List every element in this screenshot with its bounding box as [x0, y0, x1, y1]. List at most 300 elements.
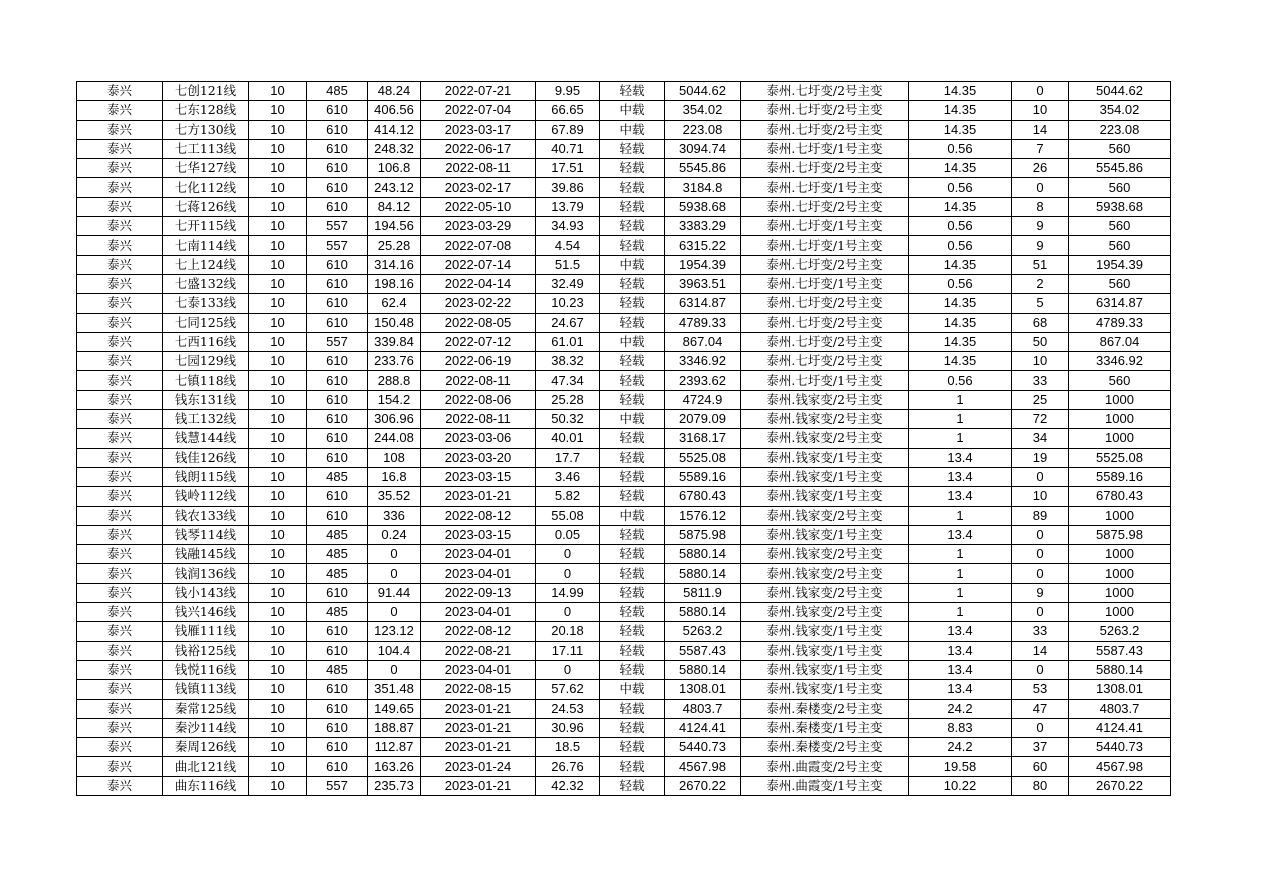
cell-county: 泰兴 — [77, 429, 163, 448]
cell-available-capacity: 223.08 — [665, 120, 741, 139]
cell-transformer: 泰州.七圩变/2号主变 — [741, 120, 909, 139]
table-row — [77, 429, 1171, 448]
cell-county: 泰兴 — [77, 699, 163, 718]
cell-rated-current: 610 — [307, 410, 368, 429]
cell-date: 2023-04-01 — [421, 564, 536, 583]
cell-date: 2022-07-14 — [421, 255, 536, 274]
cell-load-rate: 0 — [536, 603, 600, 622]
cell-transformer: 泰州.曲霞变/2号主变 — [741, 757, 909, 776]
cell-voltage: 10 — [249, 603, 307, 622]
table-row — [77, 159, 1171, 178]
cell-date: 2023-01-21 — [421, 699, 536, 718]
cell-max-current: 163.26 — [368, 757, 421, 776]
cell-county: 泰兴 — [77, 603, 163, 622]
cell-capacity-value: 560 — [1069, 139, 1171, 158]
cell-line-name: 七开115线 — [163, 217, 249, 236]
cell-line-name: 七方130线 — [163, 120, 249, 139]
cell-load-rate: 40.71 — [536, 139, 600, 158]
cell-load-rate: 50.32 — [536, 410, 600, 429]
cell-county: 泰兴 — [77, 120, 163, 139]
cell-voltage: 10 — [249, 294, 307, 313]
cell-available-capacity: 6314.87 — [665, 294, 741, 313]
cell-voltage: 10 — [249, 487, 307, 506]
cell-county: 泰兴 — [77, 583, 163, 602]
cell-transformer: 泰州.钱家变/1号主变 — [741, 525, 909, 544]
cell-date: 2023-01-21 — [421, 487, 536, 506]
table-row — [77, 352, 1171, 371]
cell-available-capacity: 5880.14 — [665, 564, 741, 583]
cell-user-count: 9 — [1012, 236, 1069, 255]
cell-transformer: 泰州.七圩变/1号主变 — [741, 178, 909, 197]
cell-transformer-capacity: 13.4 — [909, 660, 1012, 679]
table-body — [77, 82, 1171, 796]
cell-line-name: 钱琴114线 — [163, 525, 249, 544]
cell-max-current: 306.96 — [368, 410, 421, 429]
cell-county: 泰兴 — [77, 197, 163, 216]
table-row — [77, 718, 1171, 737]
cell-voltage: 10 — [249, 467, 307, 486]
cell-load-status: 轻载 — [600, 313, 665, 332]
cell-load-rate: 0 — [536, 564, 600, 583]
cell-line-name: 曲北121线 — [163, 757, 249, 776]
cell-transformer: 泰州.七圩变/1号主变 — [741, 217, 909, 236]
cell-max-current: 104.4 — [368, 641, 421, 660]
cell-capacity-value: 5587.43 — [1069, 641, 1171, 660]
cell-voltage: 10 — [249, 410, 307, 429]
cell-max-current: 248.32 — [368, 139, 421, 158]
cell-user-count: 7 — [1012, 139, 1069, 158]
cell-date: 2022-07-04 — [421, 101, 536, 120]
cell-voltage: 10 — [249, 178, 307, 197]
cell-max-current: 414.12 — [368, 120, 421, 139]
table-row — [77, 603, 1171, 622]
table-row — [77, 738, 1171, 757]
cell-transformer-capacity: 14.35 — [909, 294, 1012, 313]
cell-voltage: 10 — [249, 352, 307, 371]
cell-load-rate: 17.11 — [536, 641, 600, 660]
cell-date: 2023-02-17 — [421, 178, 536, 197]
cell-county: 泰兴 — [77, 178, 163, 197]
cell-available-capacity: 5589.16 — [665, 467, 741, 486]
cell-transformer-capacity: 14.35 — [909, 332, 1012, 351]
cell-rated-current: 610 — [307, 448, 368, 467]
cell-voltage: 10 — [249, 641, 307, 660]
table-row — [77, 487, 1171, 506]
cell-user-count: 60 — [1012, 757, 1069, 776]
cell-max-current: 35.52 — [368, 487, 421, 506]
cell-available-capacity: 6780.43 — [665, 487, 741, 506]
cell-load-rate: 34.93 — [536, 217, 600, 236]
cell-load-rate: 13.79 — [536, 197, 600, 216]
cell-load-rate: 38.32 — [536, 352, 600, 371]
cell-rated-current: 610 — [307, 120, 368, 139]
cell-user-count: 0 — [1012, 178, 1069, 197]
cell-county: 泰兴 — [77, 564, 163, 583]
cell-available-capacity: 3383.29 — [665, 217, 741, 236]
cell-user-count: 34 — [1012, 429, 1069, 448]
cell-capacity-value: 5880.14 — [1069, 660, 1171, 679]
cell-load-rate: 24.53 — [536, 699, 600, 718]
cell-county: 泰兴 — [77, 718, 163, 737]
table-row — [77, 448, 1171, 467]
cell-available-capacity: 1954.39 — [665, 255, 741, 274]
cell-user-count: 0 — [1012, 660, 1069, 679]
table-row — [77, 294, 1171, 313]
data-table — [76, 81, 1171, 796]
cell-county: 泰兴 — [77, 274, 163, 293]
cell-rated-current: 610 — [307, 101, 368, 120]
cell-transformer-capacity: 1 — [909, 564, 1012, 583]
cell-load-status: 轻载 — [600, 429, 665, 448]
cell-load-rate: 0.05 — [536, 525, 600, 544]
cell-date: 2022-08-11 — [421, 159, 536, 178]
cell-user-count: 0 — [1012, 467, 1069, 486]
cell-rated-current: 610 — [307, 313, 368, 332]
cell-load-status: 轻载 — [600, 622, 665, 641]
cell-user-count: 5 — [1012, 294, 1069, 313]
cell-transformer-capacity: 1 — [909, 583, 1012, 602]
cell-capacity-value: 867.04 — [1069, 332, 1171, 351]
cell-available-capacity: 5044.62 — [665, 82, 741, 101]
cell-capacity-value: 5938.68 — [1069, 197, 1171, 216]
table-row — [77, 641, 1171, 660]
cell-line-name: 秦常125线 — [163, 699, 249, 718]
cell-load-rate: 57.62 — [536, 680, 600, 699]
cell-transformer-capacity: 14.35 — [909, 255, 1012, 274]
cell-capacity-value: 5044.62 — [1069, 82, 1171, 101]
cell-transformer: 泰州.钱家变/2号主变 — [741, 583, 909, 602]
cell-transformer: 泰州.钱家变/1号主变 — [741, 487, 909, 506]
table-row — [77, 757, 1171, 776]
cell-date: 2022-09-13 — [421, 583, 536, 602]
cell-county: 泰兴 — [77, 757, 163, 776]
cell-date: 2022-08-11 — [421, 371, 536, 390]
cell-date: 2022-08-05 — [421, 313, 536, 332]
cell-capacity-value: 6780.43 — [1069, 487, 1171, 506]
cell-user-count: 33 — [1012, 622, 1069, 641]
table-row — [77, 564, 1171, 583]
cell-transformer-capacity: 0.56 — [909, 274, 1012, 293]
cell-transformer-capacity: 10.22 — [909, 776, 1012, 795]
cell-available-capacity: 4724.9 — [665, 390, 741, 409]
cell-transformer: 泰州.七圩变/2号主变 — [741, 197, 909, 216]
cell-voltage: 10 — [249, 699, 307, 718]
cell-available-capacity: 2670.22 — [665, 776, 741, 795]
cell-load-rate: 20.18 — [536, 622, 600, 641]
cell-load-status: 轻载 — [600, 487, 665, 506]
cell-voltage: 10 — [249, 120, 307, 139]
cell-rated-current: 610 — [307, 159, 368, 178]
cell-load-status: 轻载 — [600, 525, 665, 544]
cell-load-rate: 32.49 — [536, 274, 600, 293]
cell-voltage: 10 — [249, 622, 307, 641]
cell-capacity-value: 5440.73 — [1069, 738, 1171, 757]
cell-load-status: 轻载 — [600, 564, 665, 583]
cell-line-name: 钱镇113线 — [163, 680, 249, 699]
cell-load-status: 轻载 — [600, 699, 665, 718]
cell-rated-current: 485 — [307, 545, 368, 564]
cell-capacity-value: 560 — [1069, 371, 1171, 390]
cell-available-capacity: 6315.22 — [665, 236, 741, 255]
cell-capacity-value: 4803.7 — [1069, 699, 1171, 718]
cell-rated-current: 610 — [307, 371, 368, 390]
cell-max-current: 243.12 — [368, 178, 421, 197]
cell-user-count: 50 — [1012, 332, 1069, 351]
cell-user-count: 26 — [1012, 159, 1069, 178]
cell-transformer: 泰州.钱家变/2号主变 — [741, 603, 909, 622]
cell-county: 泰兴 — [77, 660, 163, 679]
cell-voltage: 10 — [249, 738, 307, 757]
cell-transformer-capacity: 13.4 — [909, 641, 1012, 660]
cell-line-name: 七创121线 — [163, 82, 249, 101]
cell-load-status: 轻载 — [600, 217, 665, 236]
cell-user-count: 10 — [1012, 101, 1069, 120]
table-row — [77, 390, 1171, 409]
cell-date: 2023-03-20 — [421, 448, 536, 467]
cell-max-current: 198.16 — [368, 274, 421, 293]
table-row — [77, 236, 1171, 255]
cell-load-rate: 47.34 — [536, 371, 600, 390]
cell-voltage: 10 — [249, 757, 307, 776]
cell-user-count: 9 — [1012, 217, 1069, 236]
cell-transformer-capacity: 13.4 — [909, 622, 1012, 641]
cell-load-status: 中载 — [600, 332, 665, 351]
cell-transformer-capacity: 8.83 — [909, 718, 1012, 737]
cell-rated-current: 610 — [307, 506, 368, 525]
cell-rated-current: 610 — [307, 680, 368, 699]
cell-transformer: 泰州.秦楼变/1号主变 — [741, 718, 909, 737]
cell-date: 2022-08-06 — [421, 390, 536, 409]
cell-date: 2023-01-21 — [421, 718, 536, 737]
table-row — [77, 178, 1171, 197]
cell-date: 2022-04-14 — [421, 274, 536, 293]
cell-capacity-value: 2670.22 — [1069, 776, 1171, 795]
cell-load-rate: 42.32 — [536, 776, 600, 795]
table-row — [77, 680, 1171, 699]
cell-user-count: 80 — [1012, 776, 1069, 795]
cell-voltage: 10 — [249, 525, 307, 544]
cell-transformer-capacity: 1 — [909, 410, 1012, 429]
cell-max-current: 244.08 — [368, 429, 421, 448]
cell-transformer-capacity: 1 — [909, 429, 1012, 448]
cell-available-capacity: 2393.62 — [665, 371, 741, 390]
cell-line-name: 七华127线 — [163, 159, 249, 178]
cell-transformer: 泰州.钱家变/1号主变 — [741, 448, 909, 467]
cell-date: 2022-08-12 — [421, 622, 536, 641]
cell-transformer: 泰州.七圩变/2号主变 — [741, 255, 909, 274]
cell-load-rate: 25.28 — [536, 390, 600, 409]
cell-rated-current: 610 — [307, 197, 368, 216]
cell-user-count: 10 — [1012, 352, 1069, 371]
cell-user-count: 10 — [1012, 487, 1069, 506]
cell-rated-current: 610 — [307, 139, 368, 158]
cell-max-current: 150.48 — [368, 313, 421, 332]
table-row — [77, 622, 1171, 641]
cell-available-capacity: 5880.14 — [665, 660, 741, 679]
cell-line-name: 七上124线 — [163, 255, 249, 274]
cell-max-current: 288.8 — [368, 371, 421, 390]
cell-date: 2022-08-21 — [421, 641, 536, 660]
cell-max-current: 233.76 — [368, 352, 421, 371]
cell-line-name: 钱工132线 — [163, 410, 249, 429]
cell-capacity-value: 4567.98 — [1069, 757, 1171, 776]
cell-transformer: 泰州.钱家变/2号主变 — [741, 410, 909, 429]
cell-line-name: 钱融145线 — [163, 545, 249, 564]
cell-load-status: 轻载 — [600, 178, 665, 197]
cell-available-capacity: 5545.86 — [665, 159, 741, 178]
cell-rated-current: 557 — [307, 776, 368, 795]
cell-county: 泰兴 — [77, 390, 163, 409]
cell-rated-current: 485 — [307, 603, 368, 622]
cell-line-name: 七东128线 — [163, 101, 249, 120]
cell-user-count: 72 — [1012, 410, 1069, 429]
cell-line-name: 钱小143线 — [163, 583, 249, 602]
cell-county: 泰兴 — [77, 545, 163, 564]
cell-available-capacity: 5811.9 — [665, 583, 741, 602]
cell-capacity-value: 5589.16 — [1069, 467, 1171, 486]
cell-date: 2022-07-08 — [421, 236, 536, 255]
cell-line-name: 七同125线 — [163, 313, 249, 332]
cell-transformer: 泰州.钱家变/2号主变 — [741, 429, 909, 448]
cell-load-rate: 39.86 — [536, 178, 600, 197]
cell-user-count: 47 — [1012, 699, 1069, 718]
cell-voltage: 10 — [249, 371, 307, 390]
cell-capacity-value: 1308.01 — [1069, 680, 1171, 699]
cell-county: 泰兴 — [77, 332, 163, 351]
cell-county: 泰兴 — [77, 467, 163, 486]
cell-county: 泰兴 — [77, 255, 163, 274]
cell-load-status: 轻载 — [600, 294, 665, 313]
cell-load-rate: 4.54 — [536, 236, 600, 255]
cell-capacity-value: 1000 — [1069, 545, 1171, 564]
cell-line-name: 钱雁111线 — [163, 622, 249, 641]
cell-county: 泰兴 — [77, 410, 163, 429]
cell-transformer-capacity: 0.56 — [909, 139, 1012, 158]
cell-rated-current: 610 — [307, 718, 368, 737]
cell-max-current: 149.65 — [368, 699, 421, 718]
cell-max-current: 106.8 — [368, 159, 421, 178]
cell-load-rate: 55.08 — [536, 506, 600, 525]
cell-rated-current: 485 — [307, 82, 368, 101]
cell-rated-current: 610 — [307, 757, 368, 776]
cell-voltage: 10 — [249, 197, 307, 216]
cell-user-count: 33 — [1012, 371, 1069, 390]
cell-capacity-value: 560 — [1069, 178, 1171, 197]
cell-available-capacity: 1308.01 — [665, 680, 741, 699]
cell-load-rate: 26.76 — [536, 757, 600, 776]
cell-capacity-value: 5875.98 — [1069, 525, 1171, 544]
cell-rated-current: 485 — [307, 660, 368, 679]
cell-user-count: 9 — [1012, 583, 1069, 602]
cell-date: 2023-04-01 — [421, 603, 536, 622]
cell-transformer: 泰州.曲霞变/1号主变 — [741, 776, 909, 795]
cell-user-count: 68 — [1012, 313, 1069, 332]
cell-capacity-value: 1000 — [1069, 506, 1171, 525]
cell-load-status: 轻载 — [600, 738, 665, 757]
cell-capacity-value: 5545.86 — [1069, 159, 1171, 178]
cell-capacity-value: 1000 — [1069, 390, 1171, 409]
cell-transformer: 泰州.七圩变/2号主变 — [741, 294, 909, 313]
cell-date: 2022-07-12 — [421, 332, 536, 351]
cell-date: 2022-08-12 — [421, 506, 536, 525]
cell-load-rate: 51.5 — [536, 255, 600, 274]
cell-load-status: 中载 — [600, 101, 665, 120]
cell-date: 2022-08-15 — [421, 680, 536, 699]
cell-capacity-value: 5263.2 — [1069, 622, 1171, 641]
cell-max-current: 406.56 — [368, 101, 421, 120]
cell-date: 2023-02-22 — [421, 294, 536, 313]
cell-load-rate: 18.5 — [536, 738, 600, 757]
cell-max-current: 0 — [368, 660, 421, 679]
cell-transformer: 泰州.钱家变/1号主变 — [741, 641, 909, 660]
cell-transformer: 泰州.钱家变/1号主变 — [741, 622, 909, 641]
cell-max-current: 314.16 — [368, 255, 421, 274]
table-row — [77, 332, 1171, 351]
cell-transformer: 泰州.钱家变/2号主变 — [741, 506, 909, 525]
cell-voltage: 10 — [249, 660, 307, 679]
cell-load-status: 轻载 — [600, 545, 665, 564]
cell-line-name: 七南114线 — [163, 236, 249, 255]
cell-max-current: 0.24 — [368, 525, 421, 544]
cell-user-count: 37 — [1012, 738, 1069, 757]
cell-user-count: 53 — [1012, 680, 1069, 699]
cell-voltage: 10 — [249, 506, 307, 525]
cell-voltage: 10 — [249, 332, 307, 351]
cell-transformer-capacity: 14.35 — [909, 197, 1012, 216]
cell-available-capacity: 3346.92 — [665, 352, 741, 371]
cell-load-status: 中载 — [600, 680, 665, 699]
cell-load-status: 轻载 — [600, 371, 665, 390]
table-row — [77, 197, 1171, 216]
cell-line-name: 七园129线 — [163, 352, 249, 371]
cell-transformer: 泰州.七圩变/1号主变 — [741, 274, 909, 293]
cell-max-current: 154.2 — [368, 390, 421, 409]
cell-available-capacity: 5440.73 — [665, 738, 741, 757]
cell-line-name: 七蒋126线 — [163, 197, 249, 216]
cell-max-current: 336 — [368, 506, 421, 525]
table-row — [77, 583, 1171, 602]
cell-capacity-value: 560 — [1069, 274, 1171, 293]
cell-county: 泰兴 — [77, 487, 163, 506]
cell-county: 泰兴 — [77, 738, 163, 757]
cell-voltage: 10 — [249, 429, 307, 448]
cell-load-status: 轻载 — [600, 390, 665, 409]
cell-user-count: 0 — [1012, 564, 1069, 583]
cell-capacity-value: 1000 — [1069, 603, 1171, 622]
cell-line-name: 钱润136线 — [163, 564, 249, 583]
cell-user-count: 89 — [1012, 506, 1069, 525]
cell-available-capacity: 5880.14 — [665, 603, 741, 622]
cell-available-capacity: 3184.8 — [665, 178, 741, 197]
cell-user-count: 25 — [1012, 390, 1069, 409]
cell-load-rate: 66.65 — [536, 101, 600, 120]
cell-transformer-capacity: 1 — [909, 390, 1012, 409]
cell-max-current: 16.8 — [368, 467, 421, 486]
cell-transformer-capacity: 1 — [909, 545, 1012, 564]
cell-load-status: 轻载 — [600, 197, 665, 216]
cell-load-status: 轻载 — [600, 159, 665, 178]
cell-line-name: 钱东131线 — [163, 390, 249, 409]
cell-date: 2022-07-21 — [421, 82, 536, 101]
cell-county: 泰兴 — [77, 313, 163, 332]
cell-county: 泰兴 — [77, 217, 163, 236]
cell-county: 泰兴 — [77, 776, 163, 795]
cell-county: 泰兴 — [77, 525, 163, 544]
cell-county: 泰兴 — [77, 82, 163, 101]
cell-load-rate: 61.01 — [536, 332, 600, 351]
cell-line-name: 钱农133线 — [163, 506, 249, 525]
cell-load-rate: 0 — [536, 660, 600, 679]
